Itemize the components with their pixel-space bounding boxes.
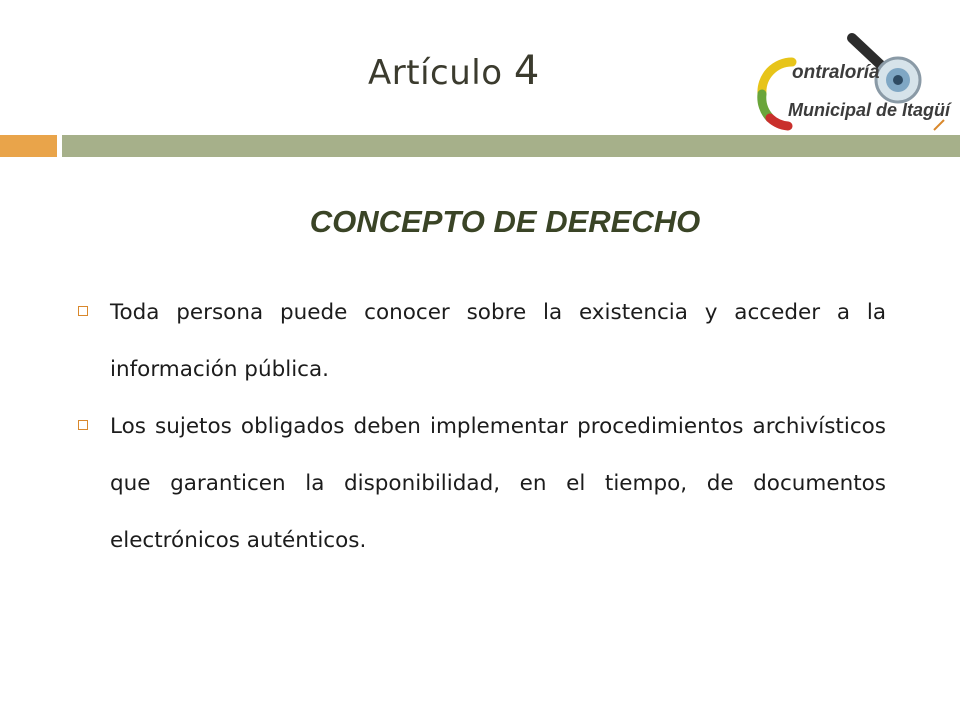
bullet-list [76, 284, 886, 569]
logo-text-line1: ontraloría [792, 62, 880, 83]
bullet-text: Los sujetos obligados deben implementar procedimientos archivísticos que garanticen la disponibilidad, en el tiempo, de documentos electrónicos auténticos. [110, 414, 886, 553]
slide-title [368, 48, 540, 94]
slide-subtitle: CONCEPTO DE DERECHO [309, 204, 701, 239]
bullet-text: Toda persona puede conocer sobre la existencia y acceder a la información pública. [110, 300, 886, 382]
contraloria-logo [748, 32, 952, 136]
title-number: 4 [513, 48, 540, 94]
bullet-item [76, 284, 886, 398]
title-word: Artículo [368, 53, 503, 93]
logo-text-line2: Municipal de Itagüí [788, 100, 951, 120]
square-bullet-icon [78, 306, 88, 316]
bullet-item [76, 398, 886, 569]
accent-bar-green [62, 135, 960, 157]
square-bullet-icon [78, 420, 88, 430]
accent-bar-orange [0, 135, 57, 157]
